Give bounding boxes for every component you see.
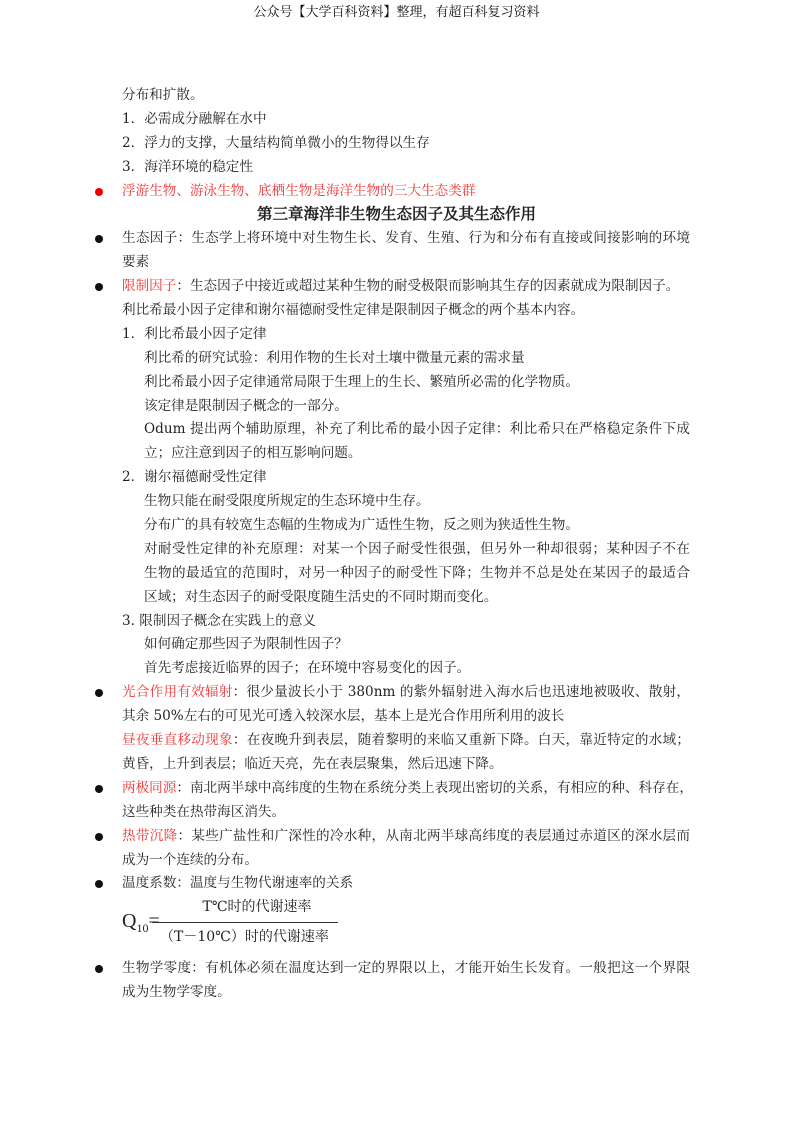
highlight-text: 浮游生物、游泳生物、底栖生物是海洋生物的三大生态类群 [122,182,476,199]
text-line: 利比希最小因子定律通常局限于生理上的生长、繁殖所必需的化学物质。 [144,373,579,390]
list-item: 1．利比希最小因子定律 [122,325,267,342]
text-line: 生物只能在耐受限度所规定的生态环境中生存。 [144,493,430,510]
text-line: 温度系数：温度与生物代谢速率的关系 [122,875,354,892]
fraction-bar [152,922,338,923]
term-definition: ：南北两半球中高纬度的生物在系统分类上表现出密切的关系，有相应的种、科存在， [176,779,693,796]
q10-formula [0,896,793,957]
text-line: 生物的最适宜的范围时，对另一种因子的耐受性下降；生物并不总是处在某因子的最适合 [144,564,690,581]
text-line: 首先考虑接近临界的因子；在环境中容易变化的因子。 [144,660,471,677]
bullet-icon [95,880,103,888]
text-line: 如何确定那些因子为限制性因子？ [144,636,348,653]
list-item: 1．必需成分融解在水中 [122,110,267,127]
term-label: 两极同源 [122,779,177,796]
term-definition: ：生态因子中接近或超过某种生物的耐受极限而影响其生存的因素就成为限制因子。 [176,278,680,295]
term-definition: ：在夜晚升到表层，随着黎明的来临又重新下降。白天，靠近特定的水域； [232,732,691,749]
text-line: 成为生物学零度。 [122,984,231,1001]
bullet-icon [95,235,103,243]
bullet-icon [95,833,103,841]
text-line: 分布广的具有较宽生态幅的生物成为广适性生物，反之则为狭适性生物。 [144,517,579,534]
term-label: 热带沉降 [122,827,178,844]
list-item: 2．浮力的支撑，大量结构简单微小的生物得以生存 [122,134,430,151]
term-label: 光合作用有效辐射 [122,684,233,701]
text-line: 区域；对生态因子的耐受限度随生活史的不同时期而变化。 [144,588,498,605]
text-line: 利比希的研究试验：利用作物的生长对土壤中微量元素的需求量 [144,349,525,366]
term-label: 限制因子 [122,278,177,295]
formula-lhs: $Q_{10}=$ [122,910,160,936]
text-line: 对耐受性定律的补充原理：对某一个因子耐受性很强，但另外一种却很弱；某种因子不在 [144,540,690,557]
list-item: 3. 限制因子概念在实践上的意义 [122,612,317,629]
text-line: 该定律是限制因子概念的一部分。 [144,397,348,414]
bullet-icon [95,689,103,697]
text-line: 其余 50%左右的可见光可透入较深水层，基本上是光合作用所利用的波长 [122,708,565,725]
text-line: 生态因子：生态学上将环境中对生物生长、发育、生殖、行为和分布有直接或间接影响的环境 [122,230,690,247]
formula-denominator: （T－10℃）时的代谢速率 [160,929,329,946]
text-line: 分布和扩散。 [122,87,204,103]
list-item: 3．海洋环境的稳定性 [122,158,253,175]
bullet-icon [95,965,103,973]
text-line: 成为一个连续的分布。 [122,851,258,868]
term-definition: ：很少量波长小于 380nm 的紫外辐射进入海水后也迅速地被吸收、散射， [232,684,691,701]
chapter-heading: 第三章海洋非生物生态因子及其生态作用 [256,205,536,224]
text-line: 立；应注意到因子的相互影响问题。 [144,445,362,462]
list-item: 2．谢尔福德耐受性定律 [122,469,267,486]
text-line: 利比希最小因子定律和谢尔福德耐受性定律是限制因子概念的两个基本内容。 [122,302,585,319]
term-definition: ：某些广盐性和广深性的冷水种，从南北两半球高纬度的表层通过赤道区的深水层而 [177,827,691,844]
bullet-icon [95,188,103,196]
text-line: Odum 提出两个辅助原理，补充了利比希的最小因子定律：利比希只在严格稳定条件下成 [144,421,690,438]
text-line: 生物学零度：有机体必须在温度达到一定的界限以上，才能开始生长发育。一般把这一个界限 [122,960,690,977]
text-line: 黄昏，上升到表层；临近天亮，先在表层聚集，然后迅速下降。 [122,755,503,772]
bullet-icon [95,283,103,291]
text-line: 这些种类在热带海区消失。 [122,803,286,820]
page-header: 公众号【大学百科资料】整理，有超百科复习资料 [253,5,540,20]
formula-numerator: T℃时的代谢速率 [202,899,312,916]
bullet-icon [95,785,103,793]
term-label: 昼夜垂直移动现象 [122,732,233,749]
text-line: 要素 [122,254,150,271]
document-body [0,84,793,1005]
